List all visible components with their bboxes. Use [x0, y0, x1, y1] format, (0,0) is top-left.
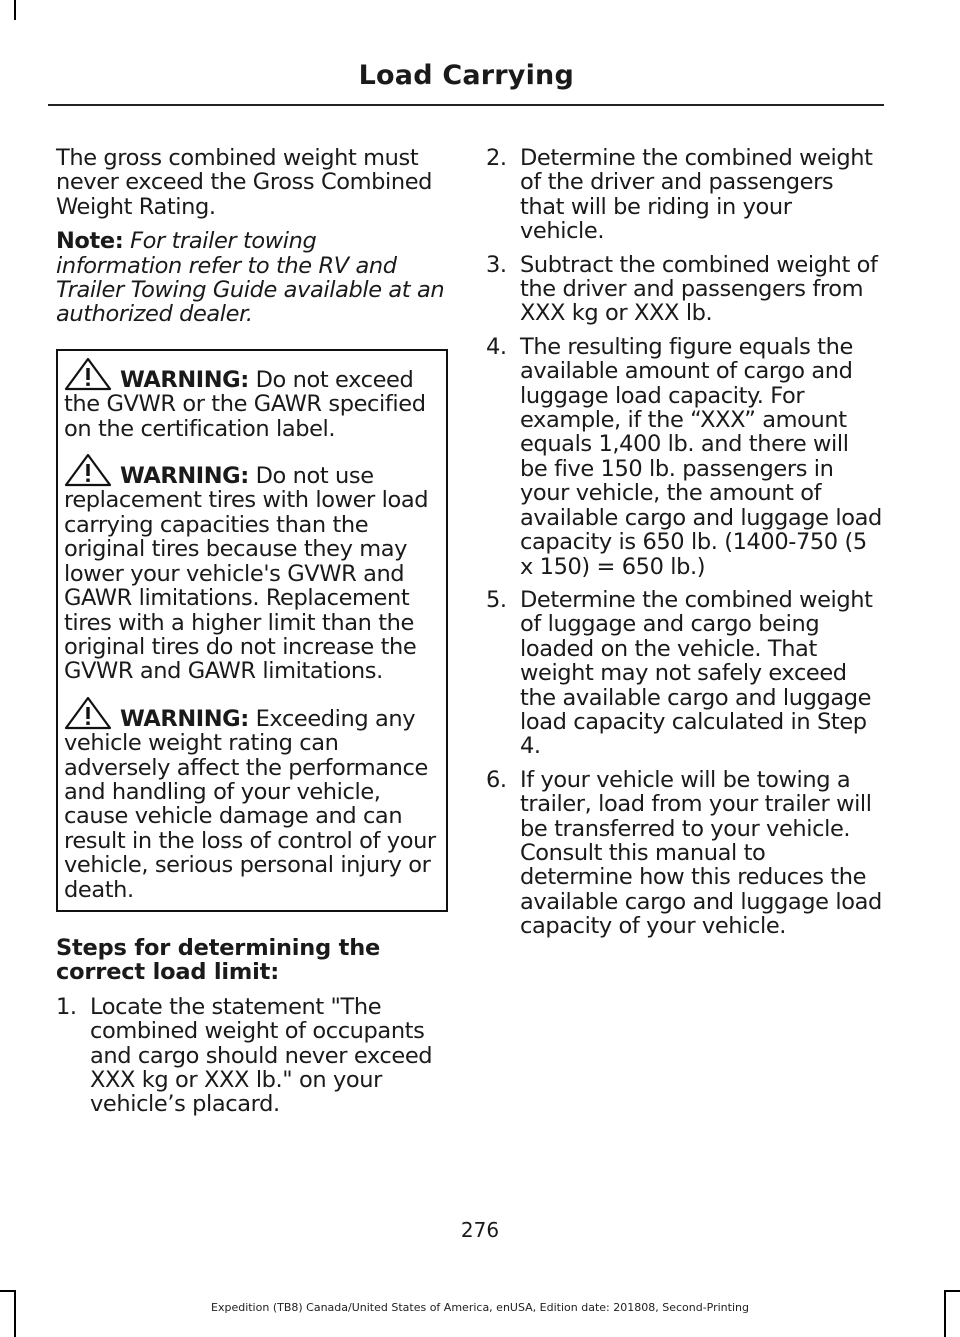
intro-paragraph: The gross combined weight must never exceed the Gross Combined Weight Rating.	[56, 145, 433, 220]
left-column	[56, 146, 448, 1126]
step-number: 1.	[56, 993, 77, 1020]
note-text: For trailer towing information refer to the RV and Trailer Towing Guide available at an authorized dealer.	[56, 228, 445, 328]
step-text: Locate the statement "The combined weight of occupants and cargo should never exceed XXX kg or XXX lb." on your vehicle’s placard.	[90, 993, 433, 1118]
warning-text: Exceeding any vehicle weight rating can adversely affect the performance and handling of your vehicle, cause vehicle damage and can result in the loss of control of your vehicle, serious personal injury or death.	[64, 705, 436, 903]
warning-triangle-icon	[64, 357, 112, 391]
warning-label: WARNING:	[120, 366, 249, 393]
list-item	[486, 146, 882, 244]
warning-label: WARNING:	[120, 463, 249, 490]
step-text: The resulting figure equals the available amount of cargo and luggage load capacity. For example, if the “XXX” amount equals 1,400 lb. and there will be five 150 lb. passengers in your vehicle, the amount of available cargo and luggage load capacity is 650 lb. (1400-750 (5 x 150) = 650 lb.)	[520, 333, 882, 580]
warning-item	[64, 696, 438, 902]
warning-triangle-icon	[64, 453, 112, 487]
note-paragraph	[56, 229, 448, 327]
step-number: 5.	[486, 586, 507, 613]
step-number: 6.	[486, 766, 507, 793]
list-item	[486, 768, 882, 939]
header-divider	[48, 104, 884, 106]
step-text: Determine the combined weight of luggage and cargo being loaded on the vehicle. That weight may not safely exceed the available cargo and luggage load capacity calculated in Step 4.	[520, 586, 873, 760]
step-text: Subtract the combined weight of the driver and passengers from XXX kg or XXX lb.	[520, 251, 878, 327]
note-label: Note:	[56, 228, 124, 255]
right-column	[486, 146, 882, 948]
warning-box	[56, 349, 448, 912]
crop-mark-bottom-left-h	[0, 1290, 16, 1292]
crop-mark-top-left	[14, 0, 16, 20]
warning-text: Do not exceed the GVWR or the GAWR specified on the certification label.	[64, 366, 426, 442]
step-text: If your vehicle will be towing a trailer, load from your trailer will be transferred to your vehicle. Consult this manual to determine how this reduces the available cargo and luggage load capacity of your vehicle.	[520, 766, 882, 940]
warning-text: Do not use replacement tires with lower load carrying capacities than the original tires because they may lower your vehicle's GVWR and GAWR limitations. Replacement tires with a higher limit than the original tires do not increase the GVWR and GAWR limitations.	[64, 463, 429, 685]
step-number: 3.	[486, 251, 507, 278]
page-number: 276	[460, 1218, 500, 1242]
warning-item	[64, 453, 438, 684]
warning-item	[64, 357, 438, 441]
step-text: Determine the combined weight of the driver and passengers that will be riding in your vehicle.	[520, 145, 873, 245]
steps-list	[56, 995, 448, 1117]
list-item	[56, 995, 448, 1117]
step-number: 4.	[486, 333, 507, 360]
steps-heading: Steps for determining the correct load limit:	[56, 934, 381, 986]
list-item	[486, 588, 882, 759]
crop-mark-bottom-right-h	[944, 1290, 960, 1292]
footer-edition-info: Expedition (TB8) Canada/United States of America, enUSA, Edition date: 201808, Second-Printing	[211, 1301, 749, 1314]
warning-label: WARNING:	[120, 705, 249, 732]
list-item	[486, 335, 882, 579]
warning-triangle-icon	[64, 696, 112, 730]
page-title: Load Carrying	[358, 60, 574, 91]
step-number: 2.	[486, 145, 507, 171]
steps-list-continued	[486, 146, 882, 939]
list-item	[486, 253, 882, 326]
